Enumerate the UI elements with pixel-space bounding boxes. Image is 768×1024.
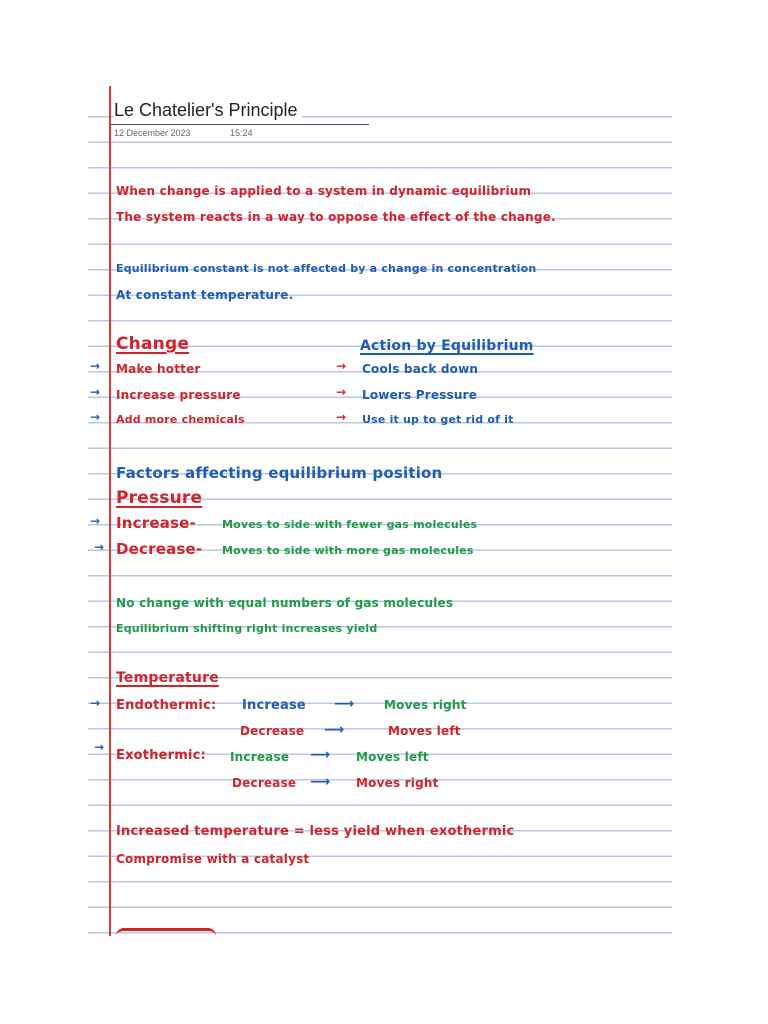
action-arrow-icon: → (336, 385, 347, 399)
temperature-conclusion-1: Increased temperature = less yield when exothermic (116, 824, 515, 839)
change-row-2: Increase pressure (116, 388, 241, 402)
note-page (88, 86, 672, 936)
endo-increase-result: Moves right (384, 698, 467, 712)
heading-change: Change (116, 334, 190, 354)
bullet-arrow-icon: → (90, 385, 101, 399)
note-date: 12 December 2023 (114, 128, 191, 138)
pressure-decrease-text: Moves to side with more gas molecules (222, 544, 474, 557)
pressure-heading: Pressure (116, 488, 203, 508)
pressure-note-2: Equilibrium shifting right increases yield (116, 622, 378, 635)
bullet-arrow-icon: → (90, 410, 101, 424)
endo-decrease-result: Moves left (388, 724, 461, 738)
page-title[interactable]: Le Chatelier's Principle (114, 100, 302, 121)
intro-line-1: When change is applied to a system in dynamic equilibrium (116, 184, 532, 198)
exo-increase-arrow-icon: ⟶ (310, 747, 331, 763)
action-row-1: Cools back down (362, 362, 479, 376)
bullet-arrow-icon: → (90, 359, 101, 373)
endo-label: Endothermic: (116, 698, 217, 713)
cutoff-heading-fragment (116, 928, 216, 936)
action-row-3: Use it up to get rid of it (362, 413, 514, 426)
temperature-conclusion-2: Compromise with a catalyst (116, 852, 310, 866)
action-arrow-icon: → (336, 359, 347, 373)
margin-line (109, 86, 111, 936)
pressure-decrease-label: Decrease- (116, 540, 203, 558)
exo-increase: Increase (230, 750, 290, 764)
endo-decrease: Decrease (240, 724, 305, 738)
note-time: 15:24 (230, 128, 253, 138)
change-row-3: Add more chemicals (116, 413, 245, 426)
exo-decrease: Decrease (232, 776, 297, 790)
bullet-arrow-icon: → (90, 514, 101, 528)
change-row-1: Make hotter (116, 362, 201, 376)
temperature-heading: Temperature (116, 670, 219, 686)
pressure-increase-label: Increase- (116, 514, 196, 532)
intro-line-3: Equilibrium constant is not affected by a change in concentration (116, 262, 537, 275)
title-underline (110, 124, 369, 125)
bullet-arrow-icon: → (94, 740, 105, 754)
intro-line-2: The system reacts in a way to oppose the effect of the change. (116, 210, 556, 224)
intro-line-4: At constant temperature. (116, 288, 294, 302)
exo-decrease-result: Moves right (356, 776, 439, 790)
pressure-increase-text: Moves to side with fewer gas molecules (222, 518, 478, 531)
bullet-arrow-icon: → (94, 540, 105, 554)
endo-increase-arrow-icon: ⟶ (334, 696, 355, 712)
action-row-2: Lowers Pressure (362, 388, 478, 402)
factors-heading: Factors affecting equilibrium position (116, 464, 443, 482)
endo-increase: Increase (242, 698, 306, 713)
pressure-note-1: No change with equal numbers of gas molecules (116, 596, 454, 610)
exo-increase-result: Moves left (356, 750, 429, 764)
exo-decrease-arrow-icon: ⟶ (310, 774, 331, 790)
heading-action: Action by Equilibrium (360, 338, 534, 354)
action-arrow-icon: → (336, 410, 347, 424)
exo-label: Exothermic: (116, 748, 207, 763)
endo-decrease-arrow-icon: ⟶ (324, 722, 345, 738)
bullet-arrow-icon: → (90, 696, 101, 710)
